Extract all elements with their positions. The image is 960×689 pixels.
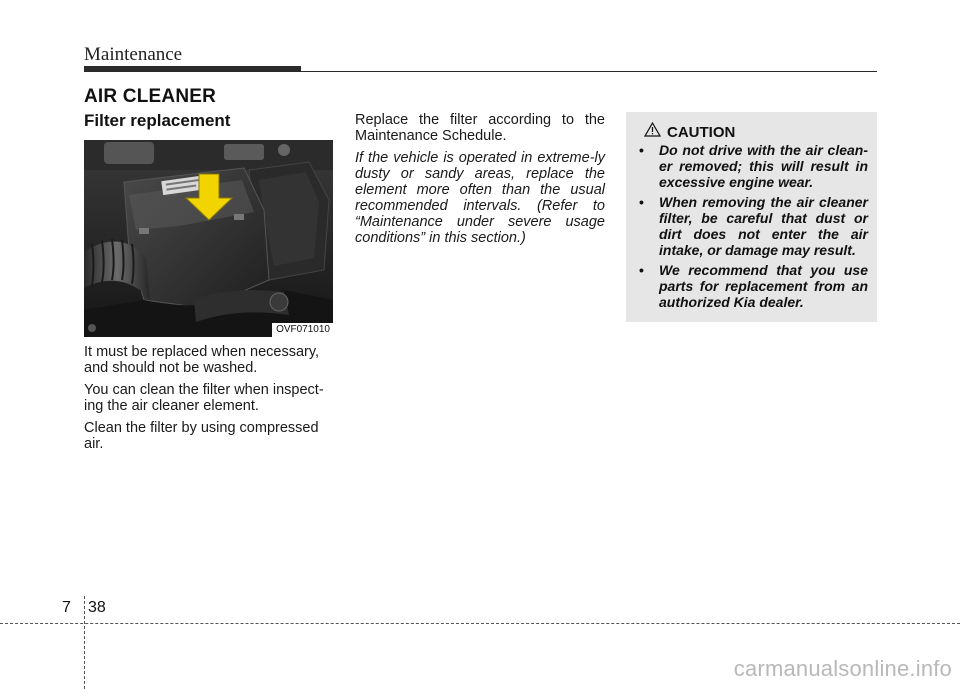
header-section-name: Maintenance bbox=[84, 44, 183, 65]
caution-item-text: When removing the air cleaner filter, be careful that dust or dirt does not enter the air intake, or damage may result. bbox=[659, 194, 868, 258]
engine-bay-photo bbox=[84, 140, 333, 337]
figure-code: OVF071010 bbox=[272, 323, 333, 337]
page-number: 38 bbox=[88, 599, 106, 616]
bullet: • bbox=[639, 194, 644, 210]
caution-label: CAUTION bbox=[667, 123, 736, 141]
chapter-number: 7 bbox=[62, 599, 71, 616]
section-title: AIR CLEANER bbox=[84, 86, 217, 107]
bullet: • bbox=[639, 142, 644, 158]
warning-triangle-icon bbox=[644, 122, 661, 142]
list-item bbox=[636, 262, 868, 310]
header-rule bbox=[84, 71, 877, 72]
caution-box bbox=[626, 112, 877, 322]
caution-header bbox=[644, 122, 735, 142]
paragraph: Clean the filter by using compressed air. bbox=[84, 420, 319, 452]
column-two bbox=[355, 112, 605, 252]
subsection-title: Filter replacement bbox=[84, 111, 231, 130]
italic-note: If the vehicle is operated in extreme-ly dusty or sandy areas, replace the element more often than the usual recommended intervals. (Refer to “Maintenance under severe usage conditions” in this section.) bbox=[355, 150, 605, 246]
list-item bbox=[636, 194, 868, 258]
bullet: • bbox=[639, 262, 644, 278]
column-one bbox=[84, 344, 336, 458]
footer-rule bbox=[0, 623, 960, 624]
paragraph: You can clean the filter when inspect-ing the air cleaner element. bbox=[84, 382, 324, 414]
caution-item-text: Do not drive with the air clean-er removed; this will result in excessive engine wear. bbox=[659, 142, 868, 190]
paragraph: Replace the filter according to the Maintenance Schedule. bbox=[355, 112, 605, 144]
air-cleaner-illustration bbox=[84, 140, 333, 337]
footer-divider bbox=[84, 596, 85, 689]
watermark: carmanualsonline.info bbox=[733, 656, 952, 681]
list-item bbox=[636, 142, 868, 190]
caution-item-text: We recommend that you use parts for replacement from an authorized Kia dealer. bbox=[659, 262, 868, 310]
paragraph: It must be replaced when necessary, and should not be washed. bbox=[84, 344, 320, 376]
caution-list bbox=[636, 142, 868, 314]
